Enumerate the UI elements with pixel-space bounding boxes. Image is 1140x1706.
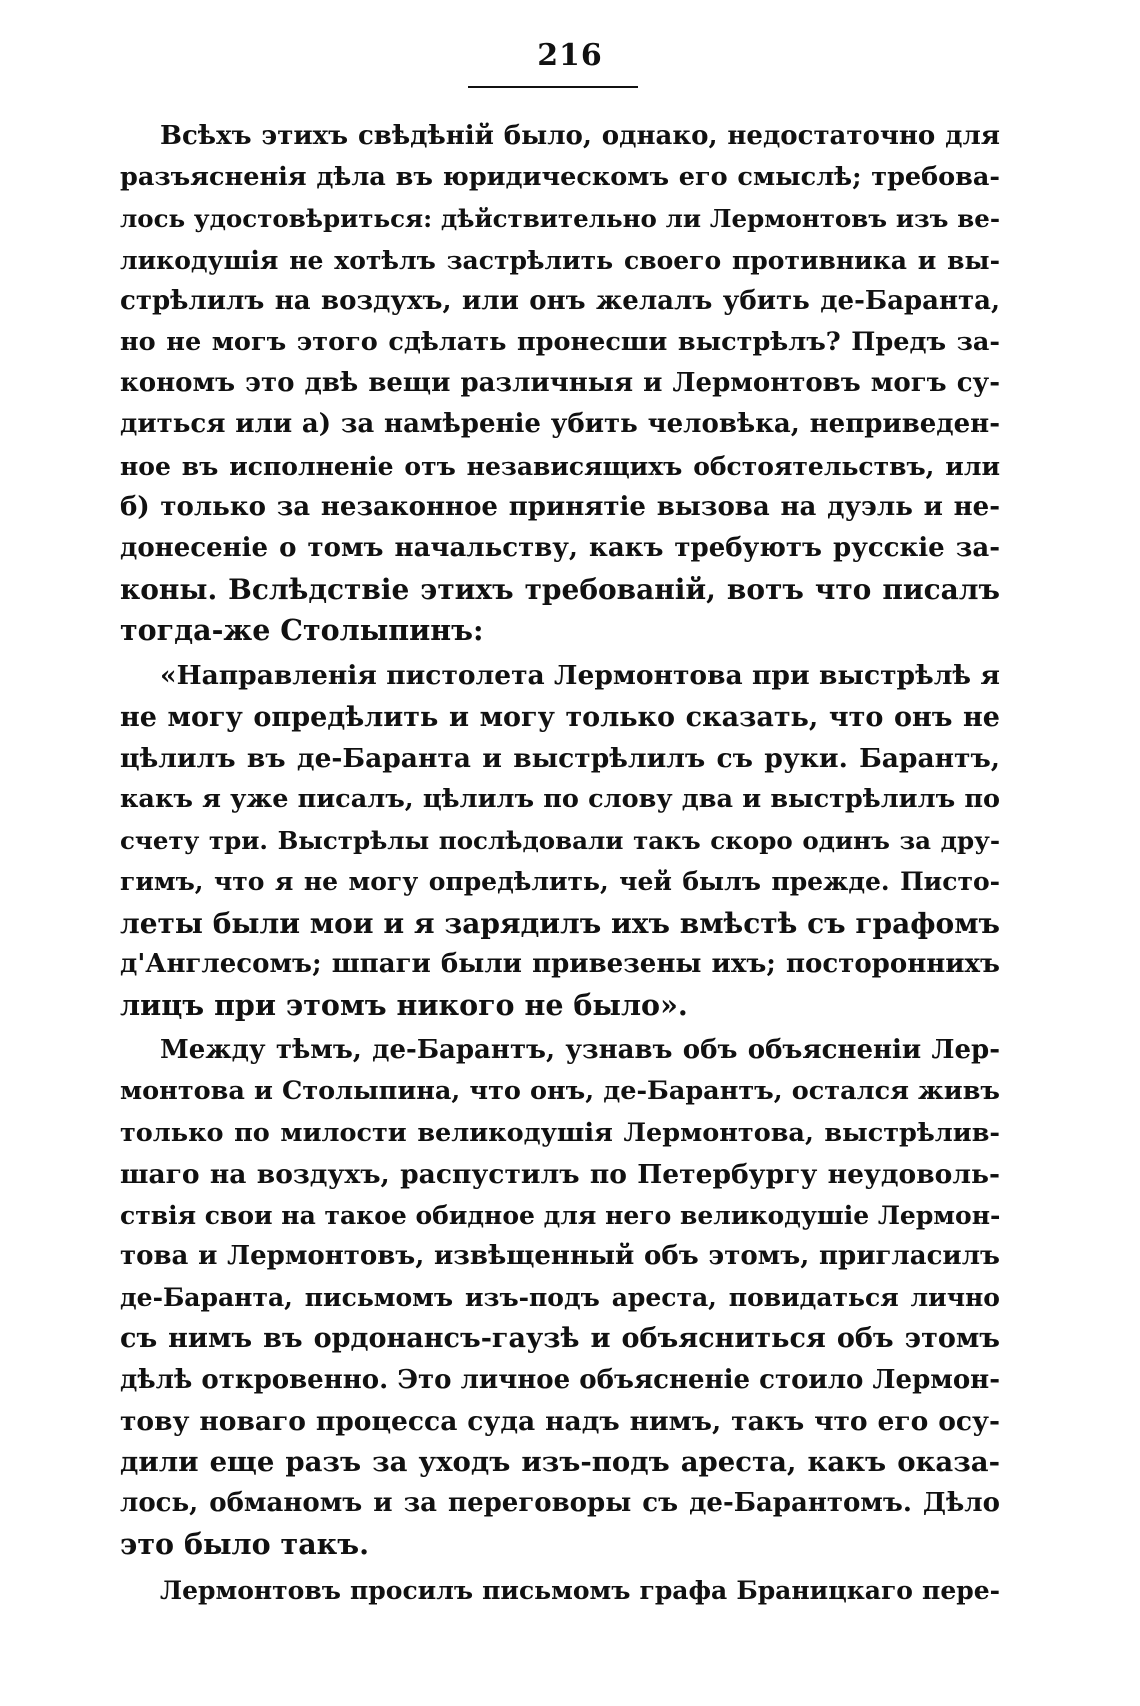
text-line: но не могъ этого сдѣлать пронесши выстрѣлъ? Предъ за- <box>120 326 1000 357</box>
text-line: это было такъ. <box>120 1527 370 1562</box>
text-line: дѣлѣ откровенно. Это личное объясненіе стоило Лермон- <box>120 1364 1000 1395</box>
text-line: съ нимъ въ ордонансъ-гаузѣ и объясниться объ этомъ <box>120 1323 1000 1355</box>
text-line: тову новаго процесса суда надъ нимъ, такъ что его осу- <box>120 1405 1000 1437</box>
text-line: разъясненія дѣла въ юридическомъ его смыслѣ; требова- <box>120 162 1000 193</box>
text-line: коны. Вслѣдствіе этихъ требованій, вотъ что писалъ <box>120 573 1000 607</box>
page-number: 216 <box>537 38 603 73</box>
text-line: кономъ это двѣ вещи различныя и Лермонтовъ могъ су- <box>120 368 1000 399</box>
text-line: какъ я уже писалъ, цѣлилъ по слову два и выстрѣлилъ по <box>120 784 1000 814</box>
text-line: диться или а) за намѣреніе убить человѣка, неприведен- <box>120 409 1000 440</box>
text-line: донесеніе о томъ начальству, какъ требуютъ русскіе за- <box>120 532 1000 563</box>
text-line: счету три. Выстрѣлы послѣдовали такъ скоро одинъ за дру- <box>120 826 1000 856</box>
text-line: цѣлилъ въ де-Баранта и выстрѣлилъ съ руки. Барантъ, <box>120 742 1000 774</box>
text-line: только по милости великодушія Лермонтова, выстрѣлив- <box>120 1117 1000 1148</box>
text-line: д'Англесомъ; шпаги были привезены ихъ; постороннихъ <box>120 948 1000 979</box>
text-line: тогда-же Столыпинъ: <box>120 613 484 648</box>
text-line: б) только за незаконное принятіе вызова на дуэль и не- <box>120 491 1000 522</box>
body-text <box>120 116 1000 1611</box>
header-rule <box>468 86 638 88</box>
text-line: «Направленія пистолета Лермонтова при выстрѣлѣ я <box>160 660 1000 692</box>
text-line: ликодушія не хотѣлъ застрѣлить своего противника и вы- <box>120 245 1000 275</box>
text-line: Лермонтовъ просилъ письмомъ графа Браницкаго пере- <box>160 1575 1000 1605</box>
text-line: лось, обманомъ и за переговоры съ де-Барантомъ. Дѣло <box>120 1488 1000 1519</box>
text-line: монтова и Столыпина, что онъ, де-Барантъ, остался живъ <box>120 1076 1000 1107</box>
text-line: не могу опредѣлить и могу только сказать, что онъ не <box>120 701 1000 733</box>
text-line: лось удостовѣриться: дѣйствительно ли Лермонтовъ изъ ве- <box>120 204 1000 234</box>
text-line: де-Баранта, письмомъ изъ-подъ ареста, повидаться лично <box>120 1283 1000 1313</box>
text-line: дили еще разъ за уходъ изъ-подъ ареста, какъ оказа- <box>120 1446 1000 1478</box>
text-line: ное въ исполненіе отъ независящихъ обстоятельствъ, или <box>120 451 1000 481</box>
text-line: това и Лермонтовъ, извѣщенный объ этомъ, пригласилъ <box>120 1241 1000 1272</box>
text-line: леты были мои и я зарядилъ ихъ вмѣстѣ съ графомъ <box>120 906 1000 940</box>
text-line: гимъ, что я не могу опредѣлить, чей былъ прежде. Писто- <box>120 867 1000 897</box>
text-line: стрѣлилъ на воздухъ, или онъ желалъ убить де-Баранта, <box>120 285 1000 316</box>
text-line: шаго на воздухъ, распустилъ по Петербургу неудоволь- <box>120 1158 1000 1190</box>
text-line: лицъ при этомъ никого не было». <box>120 987 688 1022</box>
text-line: Между тѣмъ, де-Барантъ, узнавъ объ объясненіи Лер- <box>160 1035 1000 1066</box>
text-line: Всѣхъ этихъ свѣдѣній было, однако, недостаточно для <box>160 121 1000 151</box>
text-line: ствія свои на такое обидное для него великодушіе Лермон- <box>120 1200 1000 1230</box>
